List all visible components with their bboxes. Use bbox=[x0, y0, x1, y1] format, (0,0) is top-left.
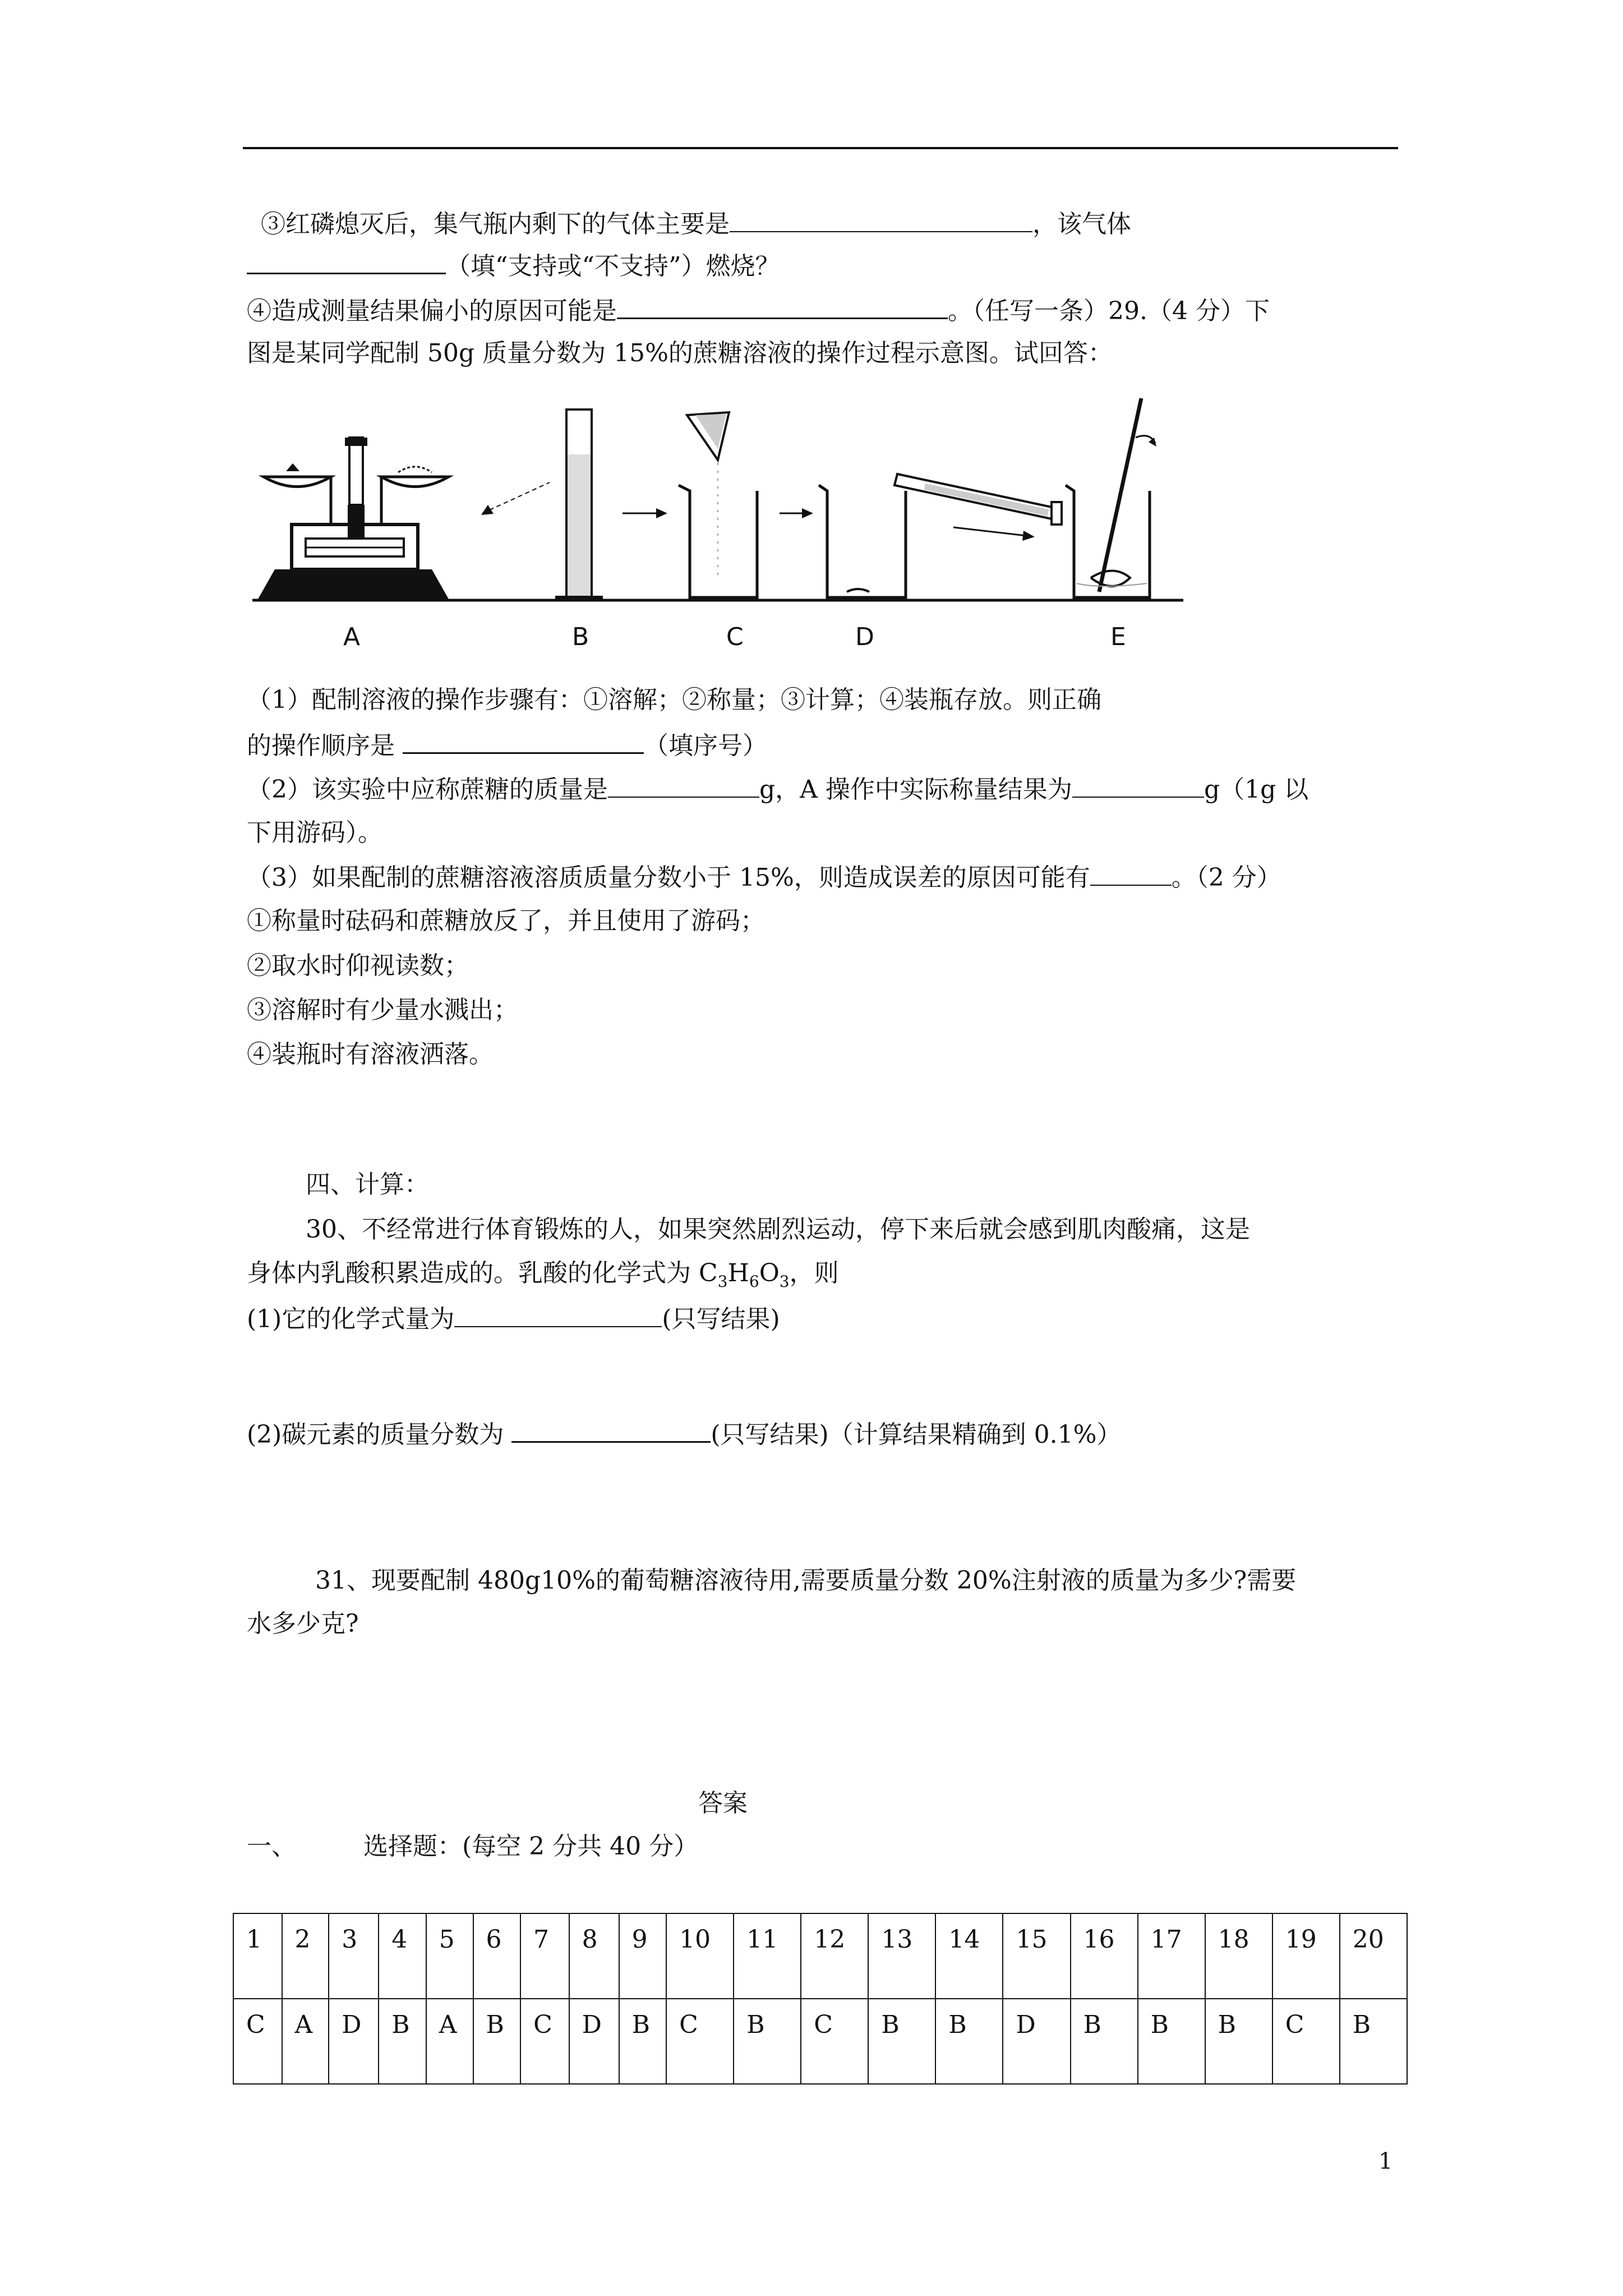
q28-text: ④造成测量结果偏小的原因可能是 bbox=[247, 297, 617, 325]
q28-text: （填“支持或“不支持”）燃烧？ bbox=[446, 252, 780, 280]
question-number-cell: 18 bbox=[1205, 1913, 1272, 1999]
section-heading: 四、计算： bbox=[306, 1170, 429, 1199]
q29-text: （填序号） bbox=[644, 731, 767, 760]
table-row bbox=[233, 1999, 1407, 2084]
q29-option-3: ③溶解时有少量水溅出； bbox=[247, 996, 518, 1024]
section-title: 选择题：(每空 2 分共 40 分） bbox=[363, 1832, 699, 1861]
header-rule bbox=[243, 147, 1398, 149]
answer-blank[interactable] bbox=[1072, 772, 1204, 798]
q30-text: (只写结果) bbox=[662, 1305, 780, 1333]
q28-text: ，该气体 bbox=[1032, 210, 1131, 238]
question-number-cell: 4 bbox=[379, 1913, 426, 1999]
q29-step2 bbox=[247, 772, 1308, 807]
answer-blank[interactable] bbox=[617, 293, 948, 319]
answer-cell: B bbox=[868, 1999, 935, 2084]
formula-subscript: 6 bbox=[749, 1272, 759, 1291]
pouring-cylinder-icon bbox=[895, 474, 1062, 541]
q28-line2 bbox=[247, 248, 780, 283]
question-number-cell: 6 bbox=[473, 1913, 521, 1999]
q28-line1 bbox=[261, 206, 1131, 241]
q29-intro: 图是某同学配制 50g 质量分数为 15%的蔗糖溶液的操作过程示意图。试回答： bbox=[247, 339, 1113, 367]
answer-table bbox=[233, 1913, 1408, 2085]
answer-cell: C bbox=[666, 1999, 734, 2084]
q29-option-2: ②取水时仰视读数； bbox=[247, 951, 469, 980]
question-number-cell: 11 bbox=[734, 1913, 801, 1999]
q29-step1-cont bbox=[247, 728, 767, 763]
q31-line2: 水多少克? bbox=[247, 1609, 359, 1638]
question-number-cell: 9 bbox=[619, 1913, 667, 1999]
q29-step2-cont: 下用游码）。 bbox=[247, 818, 382, 847]
answer-blank[interactable] bbox=[608, 772, 759, 798]
q28-text: ③红磷熄灭后，集气瓶内剩下的气体主要是 bbox=[261, 210, 730, 238]
q30-text: ，则 bbox=[789, 1259, 839, 1287]
answer-blank[interactable] bbox=[403, 728, 644, 754]
q29-step3 bbox=[247, 860, 1281, 895]
beaker-icon bbox=[819, 485, 906, 597]
question-number-cell: 16 bbox=[1071, 1913, 1138, 1999]
q29-step1: （1）配制溶液的操作步骤有：①溶解；②称量；③计算；④装瓶存放。则正确 bbox=[247, 685, 1101, 714]
q30-text: (1)它的化学式量为 bbox=[247, 1305, 455, 1333]
answer-cell: C bbox=[1272, 1999, 1340, 2084]
q29-option-4: ④装瓶时有溶液洒落。 bbox=[247, 1040, 494, 1069]
answer-blank[interactable] bbox=[1090, 860, 1172, 886]
answer-cell: A bbox=[426, 1999, 473, 2084]
question-number-cell: 15 bbox=[1003, 1913, 1070, 1999]
question-number-cell: 12 bbox=[801, 1913, 868, 1999]
q30-part2 bbox=[247, 1416, 1121, 1452]
answer-blank[interactable] bbox=[247, 248, 446, 274]
question-number-cell: 13 bbox=[868, 1913, 935, 1999]
formula-subscript: 3 bbox=[779, 1272, 790, 1291]
question-number-cell: 5 bbox=[426, 1913, 473, 1999]
q30-part1 bbox=[247, 1301, 780, 1336]
question-number-cell: 10 bbox=[666, 1913, 734, 1999]
question-number-cell: 2 bbox=[282, 1913, 329, 1999]
answer-cell: B bbox=[734, 1999, 801, 2084]
question-number-cell: 19 bbox=[1272, 1913, 1340, 1999]
q30-text: 身体内乳酸积累造成的。乳酸的化学式为 C bbox=[247, 1259, 718, 1287]
question-number-cell: 8 bbox=[569, 1913, 619, 1999]
figure-label-c: C bbox=[726, 623, 744, 651]
answer-cell: D bbox=[1003, 1999, 1070, 2084]
figure-label-b: B bbox=[572, 623, 589, 651]
question-number-cell: 17 bbox=[1138, 1913, 1205, 1999]
answer-cell: D bbox=[329, 1999, 379, 2084]
answer-cell: B bbox=[1340, 1999, 1407, 2084]
table-row bbox=[233, 1913, 1407, 1999]
answer-cell: B bbox=[935, 1999, 1003, 2084]
beaker-icon bbox=[679, 412, 757, 597]
figure-label-e: E bbox=[1110, 623, 1126, 651]
answer-cell: B bbox=[1071, 1999, 1138, 2084]
q28-text: 。（任写一条）29.（4 分）下 bbox=[948, 297, 1270, 325]
answer-cell: B bbox=[473, 1999, 521, 2084]
answer-cell: C bbox=[233, 1999, 282, 2084]
formula-element: O bbox=[759, 1259, 780, 1287]
answer-cell: C bbox=[801, 1999, 868, 2084]
q30-text: (只写结果)（计算结果精确到 0.1%） bbox=[711, 1420, 1122, 1449]
answer-blank[interactable] bbox=[730, 206, 1032, 232]
answer-blank[interactable] bbox=[454, 1301, 662, 1327]
answer-blank[interactable] bbox=[511, 1416, 711, 1443]
q30-text: (2)碳元素的质量分数为 bbox=[247, 1420, 504, 1449]
answer-cell: B bbox=[1205, 1999, 1272, 2084]
answers-section bbox=[247, 1830, 698, 1864]
q29-text: g（1g 以 bbox=[1204, 775, 1309, 804]
q30-line2 bbox=[247, 1257, 839, 1290]
question-number-cell: 14 bbox=[935, 1913, 1003, 1999]
formula-subscript: 3 bbox=[717, 1272, 728, 1291]
figure-label-a: A bbox=[343, 623, 361, 651]
question-number-cell: 20 bbox=[1340, 1913, 1407, 1999]
answer-cell: B bbox=[619, 1999, 667, 2084]
balance-icon bbox=[258, 438, 449, 599]
q29-option-1: ①称量时砝码和蔗糖放反了，并且使用了游码； bbox=[247, 907, 765, 935]
answer-cell: A bbox=[282, 1999, 329, 2084]
q29-text: g，A 操作中实际称量结果为 bbox=[759, 775, 1072, 804]
q30-line1: 30、不经常进行体育锻炼的人，如果突然剧烈运动，停下来后就会感到肌肉酸痛，这是 bbox=[306, 1215, 1250, 1244]
figure-label-d: D bbox=[855, 623, 874, 651]
answer-cell: B bbox=[379, 1999, 426, 2084]
q31-line1: 31、现要配制 480g10%的葡萄糖溶液待用,需要质量分数 20%注射液的质量为多少?需要 bbox=[315, 1566, 1297, 1595]
q29-text: （2）该实验中应称蔗糖的质量是 bbox=[247, 775, 608, 804]
answer-cell: D bbox=[569, 1999, 619, 2084]
q29-text: （3）如果配制的蔗糖溶液溶质质量分数小于 15%，则造成误差的原因可能有 bbox=[247, 863, 1090, 892]
answer-cell: B bbox=[1138, 1999, 1205, 2084]
q28-line3 bbox=[247, 293, 1270, 328]
section-number: 一、 bbox=[247, 1832, 296, 1861]
experiment-figure bbox=[252, 393, 1183, 662]
graduated-cylinder-icon bbox=[555, 409, 603, 597]
formula-element: H bbox=[727, 1259, 749, 1287]
beaker-with-stirring-rod-icon bbox=[1066, 398, 1156, 597]
q29-text: 。（2 分） bbox=[1171, 863, 1281, 892]
answers-title: 答案 bbox=[698, 1789, 748, 1818]
answer-cell: C bbox=[520, 1999, 569, 2084]
question-number-cell: 1 bbox=[233, 1913, 282, 1999]
question-number-cell: 3 bbox=[329, 1913, 379, 1999]
q29-text: 的操作顺序是 bbox=[247, 731, 395, 760]
page-number: 1 bbox=[1378, 2148, 1393, 2174]
question-number-cell: 7 bbox=[520, 1913, 569, 1999]
